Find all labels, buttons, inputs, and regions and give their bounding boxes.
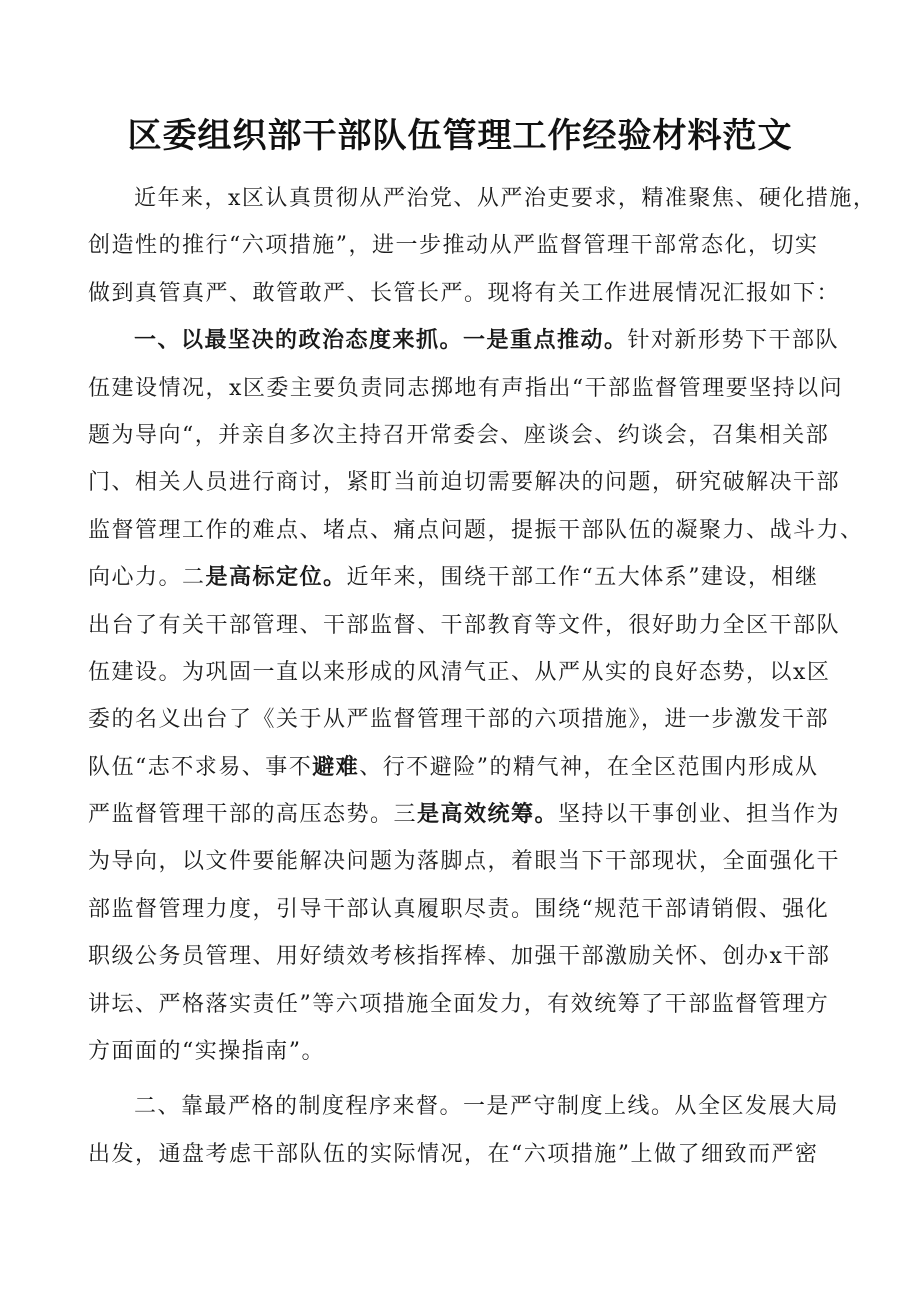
section1-line: 为导向，以文件要能解决问题为落脚点，着眼当下干部现状，全面强化干	[88, 849, 841, 875]
section1-sub3-heading: 是高效统筹。	[417, 801, 559, 828]
section2-line: 二、靠最严格的制度程序来督。一是严守制度上线。从全区发展大局	[134, 1094, 840, 1120]
section1-text: 针对新形势下干部队	[627, 328, 840, 354]
section1-line: 题为导向“，并亲自多次主持召开常委会、座谈会、约谈会，召集相关部	[88, 422, 830, 448]
document-title: 区委组织部干部队伍管理工作经验材料范文	[127, 116, 793, 156]
section1-line	[88, 791, 848, 838]
section1-line: 方面面的“实操指南”。	[88, 1039, 325, 1065]
section1-line: 伍建设。为巩固一直以来形成的风清气正、从严从实的良好态势，以x区	[88, 659, 831, 685]
section1-sub2-heading: 是高标定位。	[205, 564, 347, 591]
intro-line: 做到真管真严、敢管敢严、长管长严。现将有关工作进展情况汇报如下：	[88, 280, 841, 306]
section1-line: 讲坛、严格落实责任”等六项措施全面发力，有效统筹了干部监督管理方	[88, 991, 830, 1017]
section1-line: 职级公务员管理、用好绩效考核指挥棒、加强干部激励关怀、创办x干部	[88, 944, 831, 970]
section1-line	[88, 317, 848, 364]
section1-text: 严监督管理干部的高压态势。三	[88, 802, 418, 828]
section1-text: 近年来，围绕干部工作“五大体系”建设，相继	[346, 565, 819, 591]
section2-line: 出发，通盘考虑干部队伍的实际情况，在“六项措施”上做了细致而严密	[88, 1141, 819, 1167]
section1-emphasis: 避难	[312, 753, 360, 780]
section1-line: 出台了有关干部管理、干部监督、干部教育等文件，很好助力全区干部队	[88, 612, 841, 638]
document-body	[88, 175, 877, 1178]
section1-line	[88, 744, 848, 791]
section1-line	[88, 554, 848, 601]
intro-line: 创造性的推行“六项措施”，进一步推动从严监督管理干部常态化，切实	[88, 233, 819, 259]
section1-text: 、行不避险”的精气神，在全区范围内形成从	[359, 754, 819, 780]
section1-line: 门、相关人员进行商讨，紧盯当前迫切需要解决的问题，研究破解决干部	[88, 470, 841, 496]
section1-line: 委的名义出台了《关于从严监督管理干部的六项措施》，进一步激发干部	[88, 707, 830, 733]
section1-line: 部监督管理力度，引导干部认真履职尽责。围绕“规范干部请销假、强化	[88, 896, 830, 922]
section1-heading: 一、以最坚决的政治态度来抓。	[134, 327, 464, 354]
section1-text: 队伍“志不求易、事不	[88, 754, 313, 780]
section1-sub1-heading: 一是重点推动。	[463, 327, 628, 354]
intro-line: 近年来，x区认真贯彻从严治党、从严治吏要求，精准聚焦、硬化措施，	[134, 186, 877, 211]
section1-text: 向心力。二	[88, 565, 206, 591]
section1-text: 坚持以干事创业、担当作为	[558, 802, 841, 828]
section1-line: 监督管理工作的难点、堵点、痛点问题，提振干部队伍的凝聚力、战斗力、	[88, 517, 864, 543]
section1-line: 伍建设情况，x区委主要负责同志掷地有声指出“干部监督管理要坚持以问	[88, 375, 844, 401]
